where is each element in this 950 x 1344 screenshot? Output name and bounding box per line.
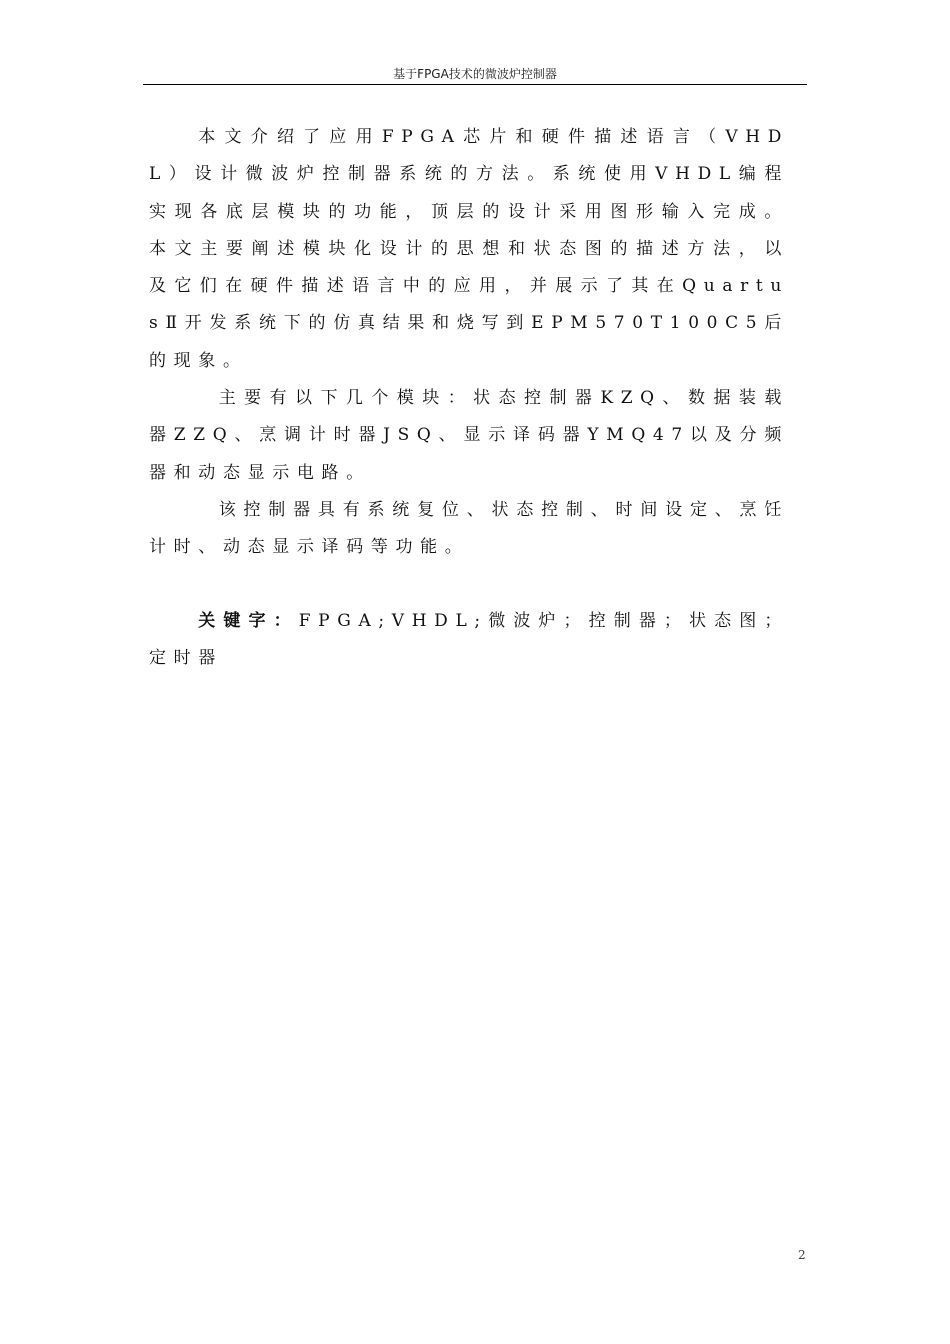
- abstract-paragraph-2: 主要有以下几个模块：状态控制器KZQ、数据装载器ZZQ、烹调计时器JSQ、显示译码器YMQ47以及分频器和动态显示电路。: [149, 388, 789, 483]
- page-number: 2: [798, 1248, 806, 1262]
- header-title: 基于FPGA技术的微波炉控制器: [393, 67, 557, 81]
- abstract-paragraph-3: 该控制器具有系统复位、状态控制、时间设定、烹饪计时、动态显示译码等功能。: [149, 499, 789, 558]
- paragraph-spacer: [149, 567, 789, 603]
- keywords-text: FPGA;VHDL;微波炉；控制器；状态图；定时器: [149, 610, 789, 668]
- keywords-line: [149, 603, 789, 678]
- page-header: [143, 64, 807, 85]
- abstract-paragraph-1: 本文介绍了应用FPGA芯片和硬件描述语言（VHDL）设计微波炉控制器系统的方法。系统使用VHDL编程实现各底层模块的功能，顶层的设计采用图形输入完成。本文主要阐述模块化设计的思想和状态图的描述方法，以及它们在硬件描述语言中的应用，并展示了其在QuartusⅡ开发系统下的仿真结果和烧写到EPM570T100C5后的现象。: [149, 127, 789, 371]
- abstract-body: [149, 119, 789, 677]
- keywords-label: 关键字：: [198, 610, 299, 631]
